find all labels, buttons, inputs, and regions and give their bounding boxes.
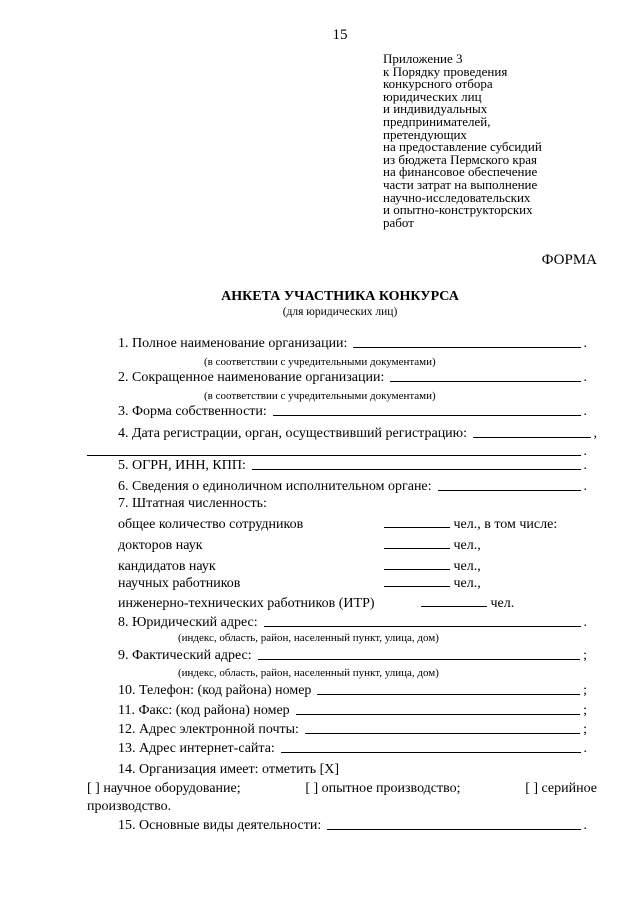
unit-label: чел., в том числе: [453, 517, 558, 532]
field-label: 15. Основные виды деятельности: [118, 818, 322, 833]
appendix-line: из бюджета Пермского края [383, 151, 538, 167]
staff-total-field[interactable] [384, 517, 557, 533]
field-label: 2. Сокращенное наименование организации: [118, 370, 385, 385]
staff-itr-label: инженерно-технических работников (ИТР) [118, 596, 375, 611]
appendix-line: и опытно-конструкторских [383, 202, 533, 218]
checkbox-pilot-production[interactable]: [ ] опытное производство; [305, 781, 461, 796]
field-short-name[interactable] [118, 370, 587, 386]
field-label: 9. Фактический адрес: [118, 648, 252, 663]
field-full-name[interactable] [118, 336, 587, 352]
appendix-line: Приложение 3 [383, 51, 463, 66]
fill-line[interactable] [421, 606, 487, 607]
form-label: ФОРМА [541, 252, 597, 268]
org-has-options [87, 781, 597, 797]
field-label: 13. Адрес интернет-сайта: [118, 741, 275, 756]
appendix-line: работ [383, 214, 414, 230]
staff-candidates-field[interactable] [384, 559, 481, 575]
fill-line[interactable] [258, 659, 581, 660]
staff-heading: 7. Штатная численность: [118, 496, 267, 511]
fill-line[interactable] [281, 752, 581, 753]
punct: . [583, 615, 587, 630]
serial-production-cont: производство. [87, 799, 172, 814]
fill-line[interactable] [390, 381, 580, 382]
appendix-line: части затрат на выполнение [383, 176, 538, 192]
punct: ; [583, 683, 587, 698]
field-executive[interactable] [118, 479, 587, 495]
field-label: 8. Юридический адрес: [118, 615, 258, 630]
fill-line[interactable] [317, 694, 580, 695]
fill-line[interactable] [327, 829, 580, 830]
field-actual-address[interactable] [118, 648, 587, 664]
punct: . [583, 741, 587, 756]
field-hint: (индекс, область, район, населенный пункт, улица, дом) [178, 632, 439, 644]
staff-doctors-field[interactable] [384, 538, 481, 554]
fill-line[interactable] [273, 415, 581, 416]
punct: ; [583, 648, 587, 663]
appendix-line: претендующих [383, 126, 467, 142]
punct: . [583, 818, 587, 833]
unit-label: чел., [453, 538, 481, 553]
appendix-line: научно-исследовательских [383, 189, 531, 205]
punct: . [583, 479, 587, 494]
field-label: 1. Полное наименование организации: [118, 336, 348, 351]
field-label: 6. Сведения о единоличном исполнительном органе: [118, 479, 432, 494]
field-ogrn[interactable] [118, 458, 587, 474]
punct: ; [583, 703, 587, 718]
field-label: 10. Телефон: (код района) номер [118, 683, 312, 698]
field-label: 5. ОГРН, ИНН, КПП: [118, 458, 246, 473]
field-activities[interactable] [118, 818, 587, 834]
field-email[interactable] [118, 722, 587, 738]
punct: . [583, 458, 587, 473]
form-subtitle: (для юридических лиц) [282, 306, 398, 318]
fill-line[interactable] [305, 733, 580, 734]
fill-line[interactable] [87, 455, 581, 456]
fill-line[interactable] [384, 548, 450, 549]
staff-scientists-label: научных работников [118, 576, 241, 591]
fill-line[interactable] [438, 490, 581, 491]
fill-line[interactable] [384, 527, 450, 528]
punct: , [593, 426, 597, 441]
field-label: 11. Факс: (код района) номер [118, 703, 290, 718]
staff-scientists-field[interactable] [384, 576, 481, 592]
field-registration[interactable] [118, 426, 597, 442]
checkbox-serial-production[interactable]: [ ] серийное [525, 781, 597, 796]
fill-line[interactable] [384, 586, 450, 587]
fill-line[interactable] [264, 626, 581, 627]
punct: ; [583, 722, 587, 737]
punct: . [583, 404, 587, 419]
appendix-line: и индивидуальных [383, 101, 488, 117]
field-hint: (в соответствии с учредительными документами) [204, 390, 436, 402]
fill-line[interactable] [473, 437, 590, 438]
appendix-line: к Порядку проведения [383, 63, 508, 79]
appendix-line: на финансовое обеспечение [383, 164, 538, 180]
fill-line[interactable] [252, 469, 581, 470]
appendix-block [383, 53, 542, 229]
staff-itr-field[interactable] [421, 596, 514, 612]
field-website[interactable] [118, 741, 587, 757]
field-fax[interactable] [118, 703, 587, 719]
unit-label: чел., [453, 559, 481, 574]
field-label: 3. Форма собственности: [118, 404, 267, 419]
punct: . [583, 370, 587, 385]
staff-doctors-label: докторов наук [118, 538, 203, 553]
fill-line[interactable] [384, 569, 450, 570]
checkbox-scientific-equipment[interactable]: [ ] научное оборудование; [87, 781, 241, 796]
appendix-line: конкурсного отбора [383, 76, 493, 92]
field-label: 12. Адрес электронной почты: [118, 722, 299, 737]
field-phone[interactable] [118, 683, 587, 699]
staff-total-label: общее количество сотрудников [118, 517, 304, 532]
appendix-line: юридических лиц [383, 88, 482, 104]
fill-line[interactable] [353, 347, 580, 348]
punct: . [583, 444, 587, 459]
field-hint: (индекс, область, район, населенный пункт, улица, дом) [178, 667, 439, 679]
page-number: 15 [332, 27, 348, 43]
field-label: 4. Дата регистрации, орган, осуществивший регистрацию: [118, 426, 468, 441]
unit-label: чел., [453, 576, 481, 591]
org-has-heading: 14. Организация имеет: отметить [X] [118, 762, 340, 777]
appendix-line: предпринимателей, [383, 113, 491, 129]
field-hint: (в соответствии с учредительными документами) [204, 356, 436, 368]
staff-candidates-label: кандидатов наук [118, 559, 216, 574]
field-legal-address[interactable] [118, 615, 587, 631]
field-ownership[interactable] [118, 404, 587, 420]
punct: . [583, 336, 587, 351]
fill-line[interactable] [296, 714, 580, 715]
appendix-line: на предоставление субсидий [383, 139, 542, 155]
form-title: АНКЕТА УЧАСТНИКА КОНКУРСА [221, 289, 459, 304]
unit-label: чел. [490, 596, 515, 611]
